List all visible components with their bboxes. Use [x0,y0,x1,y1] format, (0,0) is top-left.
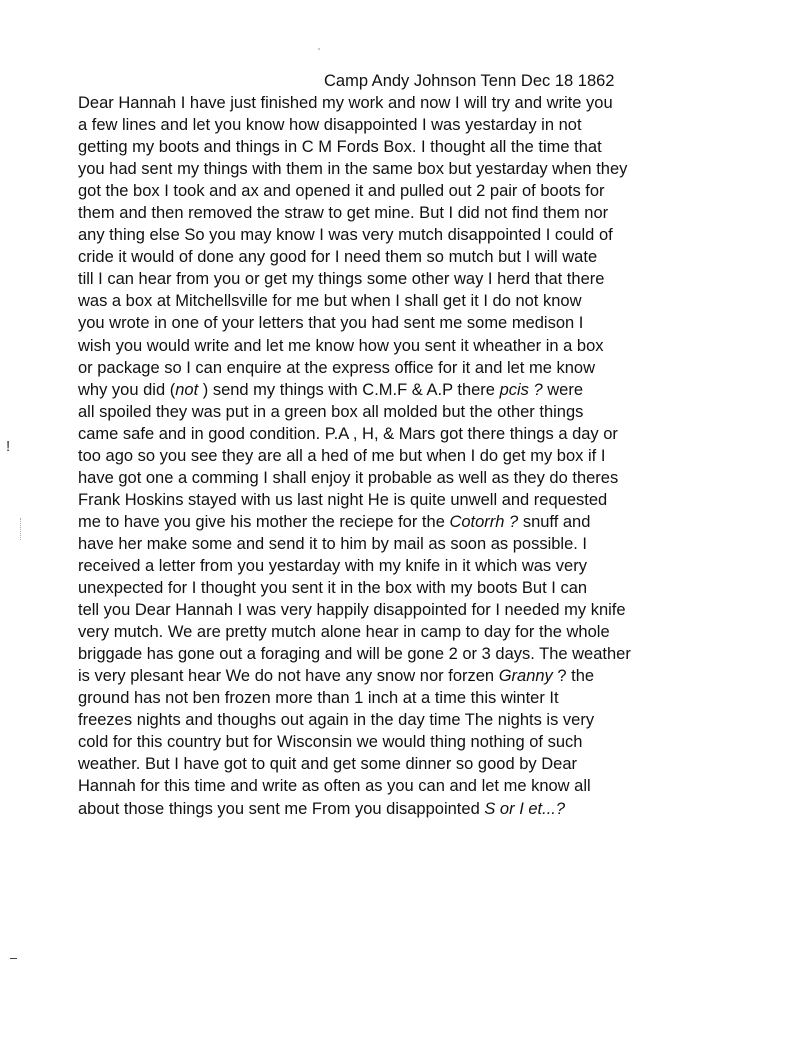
letter-text: came safe and in good condition. P.A , H, & Mars got there things a day or [78,424,618,443]
letter-text: briggade has gone out a foraging and will be gone 2 or 3 days. The weather [78,645,631,664]
letter-line [78,114,768,136]
letter-line [78,246,768,268]
margin-smudge [20,518,26,540]
letter-text: getting my boots and things in C M Fords Box. I thought all the time that [78,138,602,157]
italic-annotation: pcis ? [499,380,543,399]
letter-text: weather. But I have got to quit and get some dinner so good by Dear [78,755,577,774]
letter-line [78,511,768,533]
letter-text: received a letter from you yestarday with my knife in it which was very [78,556,587,575]
letter-text: or package so I can enquire at the express office for it and let me know [78,358,595,377]
margin-dash [10,958,17,959]
letter-text: ground has not ben frozen more than 1 inch at a time this winter It [78,689,559,708]
letter-text: you wrote in one of your letters that you had sent me some medison I [78,314,584,333]
letter-line [78,775,768,797]
letter-line [78,290,768,312]
letter-line [78,136,768,158]
letter-text: very mutch. We are pretty mutch alone hear in camp to day for the whole [78,623,610,642]
letter-line [78,533,768,555]
letter-line [78,599,768,621]
margin-exclamation-mark: ! [6,438,11,455]
letter-line [78,731,768,753]
letter-line [78,202,768,224]
letter-line [78,687,768,709]
letter-text: is very plesant hear We do not have any snow nor forzen [78,667,499,686]
letter-line [78,401,768,423]
letter-text: cride it would of done any good for I need them so mutch but I will wate [78,248,598,267]
letter-line [78,709,768,731]
letter-line [78,312,768,334]
letter-text: have her make some and send it to him by mail as soon as possible. I [78,534,588,553]
letter-line [78,577,768,599]
letter-line [78,92,768,114]
letter-line [78,158,768,180]
letter-line [78,798,768,820]
letter-text: freezes nights and thoughs out again in the day time The nights is very [78,711,595,730]
letter-text: all spoiled they was put in a green box all molded but the other things [78,402,584,421]
letter-text: Hannah for this time and write as often as you can and let me know all [78,777,591,796]
letter-text: ) send my things with C.M.F & A.P there [198,380,500,399]
letter-text: Frank Hoskins stayed with us last night He is quite unwell and requested [78,490,608,509]
letter-text: snuff and [518,512,591,531]
letter-line [78,753,768,775]
letter-line [78,224,768,246]
letter-line [78,489,768,511]
italic-annotation: S or I et...? [484,799,566,818]
letter-line [78,357,768,379]
letter-line [78,445,768,467]
letter-text: wish you would write and let me know how you sent it wheather in a box [78,336,604,355]
letter-line [78,268,768,290]
letter-text: cold for this country but for Wisconsin we would thing nothing of such [78,733,583,752]
letter-text: Dear Hannah I have just finished my work and now I will try and write you [78,94,613,112]
letter-text: them and then removed the straw to get mine. But I did not find them nor [78,204,609,223]
letter-line [78,555,768,577]
letter-text: any thing else So you may know I was very mutch disappointed I could of [78,226,613,245]
ink-speck [318,48,320,50]
letter-text: have got one a comming I shall enjoy it probable as well as they do theres [78,468,619,487]
letter-body [78,92,768,820]
letter-text: me to have you give his mother the reciepe for the [78,512,450,531]
letter-text: unexpected for I thought you sent it in the box with my boots But I can [78,579,588,598]
letter-line [78,335,768,357]
letter-heading: Camp Andy Johnson Tenn Dec 18 1862 [324,72,615,90]
letter-text: you had sent my things with them in the same box but yestarday when they [78,160,628,179]
letter-text: ? the [552,667,595,686]
letter-text: were [542,380,584,399]
letter-text: why you did ( [78,380,176,399]
letter-text: a few lines and let you know how disappointed I was yestarday in not [78,116,582,135]
letter-text: was a box at Mitchellsville for me but when I shall get it I do not know [78,292,582,311]
letter-line [78,621,768,643]
letter-line [78,467,768,489]
letter-text: tell you Dear Hannah I was very happily disappointed for I needed my knife [78,601,626,620]
letter-text: got the box I took and ax and opened it and pulled out 2 pair of boots for [78,182,605,201]
italic-annotation: Granny [498,667,553,686]
letter-line [78,180,768,202]
letter-line [78,665,768,687]
letter-line [78,643,768,665]
letter-text: too ago so you see they are all a hed of me but when I do get my box if I [78,446,606,465]
italic-annotation: Cotorrh ? [449,512,519,531]
letter-text: about those things you sent me From you disappointed [78,799,485,818]
italic-annotation: not [175,380,199,399]
letter-line [78,379,768,401]
letter-text: till I can hear from you or get my things some other way I herd that there [78,270,605,289]
letter-line [78,423,768,445]
